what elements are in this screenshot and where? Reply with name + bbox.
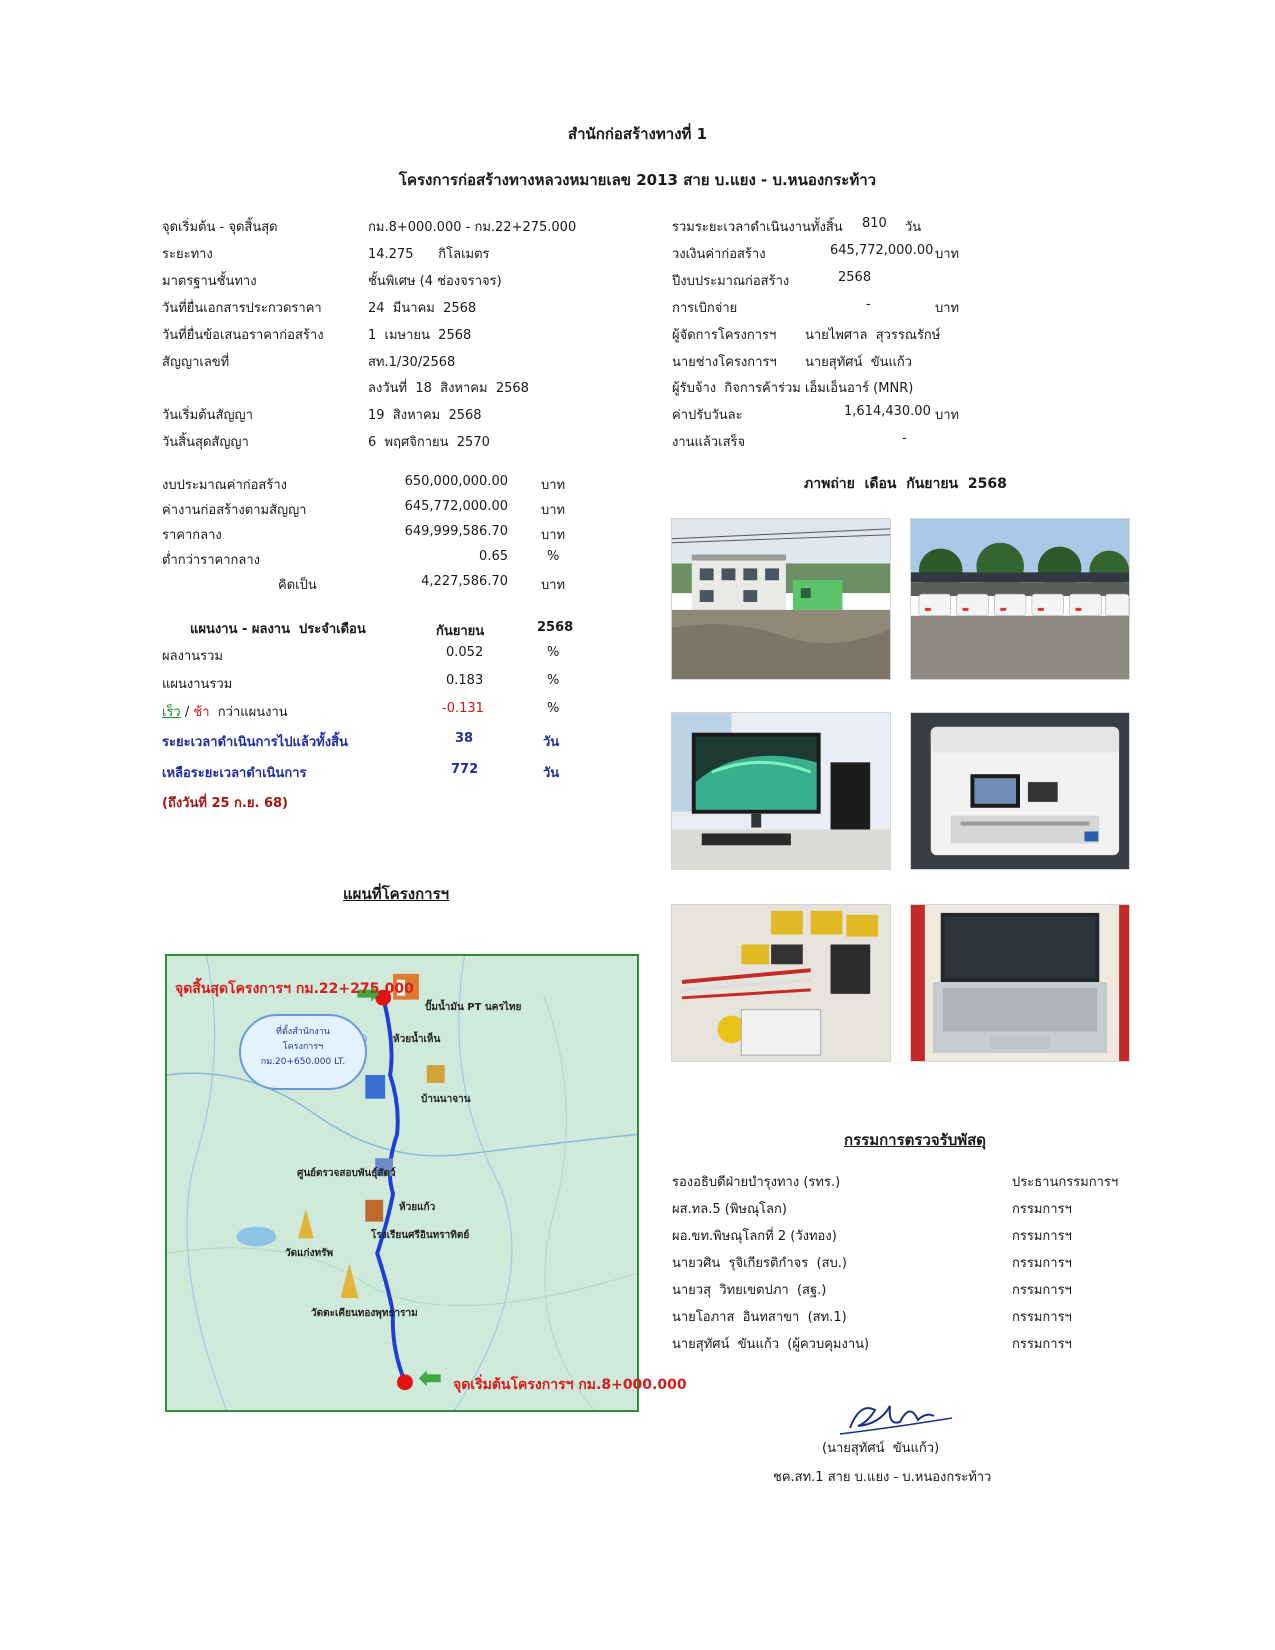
slow-label: ช้า [193,705,210,720]
map-heading: แผนที่โครงการฯ [343,885,450,903]
office-line: ที่ตั้งสำนักงาน [276,1027,330,1037]
info-value: ลงวันที่ 18 สิงหาคม 2568 [368,381,529,396]
budget-label: คิดเป็น [278,578,317,593]
photo-laptop [910,904,1130,1062]
photo-project-vehicles [910,518,1130,680]
plan-row-value: 0.183 [446,673,484,688]
info-value: - [902,431,907,446]
signature-image [830,1392,960,1440]
place-huai-kaeo: ห้วยแก้ว [399,1202,436,1213]
info-label: นายช่างโครงการฯ [672,355,777,370]
project-map [165,954,687,1412]
committee-role: กรรมการฯ [1012,1256,1072,1271]
slash: / [180,705,194,720]
info-value: 6 พฤศจิกายน 2570 [368,435,490,450]
budget-value: 650,000,000.00 [404,474,508,489]
plan-row-unit: % [547,673,560,688]
map-end-label: จุดสิ้นสุดโครงการฯ กม.22+275.000 [175,981,414,997]
remain-unit: วัน [543,766,560,781]
info-label: วงเงินค่าก่อสร้าง [672,247,766,262]
committee-role: กรรมการฯ [1012,1310,1072,1325]
map-start-label: จุดเริ่มต้นโครงการฯ กม.8+000.000 [453,1377,687,1393]
as-of-date: (ถึงวันที่ 25 ก.ย. 68) [162,796,288,811]
plan-diff-unit: % [547,701,560,716]
info-label: วันสิ้นสุดสัญญา [162,435,249,450]
info-value: นายสุทัศน์ ขันแก้ว [805,355,913,370]
plan-diff-value: -0.131 [442,701,484,716]
budget-unit: บาท [541,528,566,543]
budget-unit: บาท [541,578,566,593]
info-label: ระยะทาง [162,247,213,262]
photos-heading: ภาพถ่าย เดือน กันยายน 2568 [804,476,1007,492]
office-line: โครงการฯ [282,1042,324,1052]
info-value: สท.1/30/2568 [368,355,456,370]
place-gas-station: ปั๊มน้ำมัน PT นครไทย [425,1002,522,1013]
committee-member: นายวสุ วิทยเขตปภา (สฐ.) [672,1283,827,1298]
info-value: 14.275 กิโลเมตร [368,247,490,262]
info-label: วันที่ยื่นข้อเสนอราคาก่อสร้าง [162,328,324,343]
info-label: การเบิกจ่าย [672,301,738,316]
info-label: งานแล้วเสร็จ [672,435,746,450]
elapsed-value: 38 [455,731,474,746]
info-label: มาตรฐานชั้นทาง [162,274,257,289]
photo-survey-equipment [671,904,891,1062]
fast-label: เร็ว [162,705,181,720]
budget-label: ค่างานก่อสร้างตามสัญญา [162,503,307,518]
info-value: - [866,297,871,312]
photo-computer [671,712,891,870]
info-value: 19 สิงหาคม 2568 [368,408,482,423]
budget-value: 4,227,586.70 [421,574,508,589]
remain-value: 772 [451,762,479,777]
photo-site-office [671,518,891,680]
info-value: กม.8+000.000 - กม.22+275.000 [368,220,577,235]
info-value: 1,614,430.00 [844,404,931,419]
info-label: วันเริ่มต้นสัญญา [162,408,253,423]
committee-member: รองอธิบดีฝ่ายบำรุงทาง (รทร.) [672,1175,841,1190]
info-unit: บาท [935,301,960,316]
map-office-callout [239,1014,367,1090]
contractor-label: ผู้รับจ้าง กิจการค้าร่วม เอ็มเอ็นอาร์ (MNR) [672,381,914,396]
office-line: กม.20+650.000 LT. [260,1057,346,1067]
plan-year: 2568 [537,620,574,635]
photo-printer [910,712,1130,870]
info-label: จุดเริ่มต้น - จุดสิ้นสุด [162,220,278,235]
committee-member: ผส.ทล.5 (พิษณุโลก) [672,1202,787,1217]
budget-label: งบประมาณค่าก่อสร้าง [162,478,287,493]
info-label: ผู้จัดการโครงการฯ [672,328,777,343]
info-label: สัญญาเลขที่ [162,355,230,370]
budget-label: ราคากลาง [162,528,222,543]
budget-value: 0.65 [479,549,508,564]
remain-label: เหลือระยะเวลาดำเนินการ [162,766,307,781]
committee-member: นายโอภาส อินทสาขา (สท.1) [672,1310,847,1325]
committee-role: กรรมการฯ [1012,1202,1072,1217]
committee-member: นายสุทัศน์ ขันแก้ว (ผู้ควบคุมงาน) [672,1337,870,1352]
committee-member: ผอ.ขท.พิษณุโลกที่ 2 (วังทอง) [672,1229,837,1244]
place-wat-kaeng: วัดแก่งทรัพ [285,1248,334,1259]
info-unit: บาท [935,408,960,423]
place-huai-nam-hen: ห้วยน้ำเห็น [393,1034,441,1045]
info-unit: บาท [935,247,960,262]
info-value: นายไพศาล สุวรรณรักษ์ [805,328,941,343]
signer-position: ชค.สท.1 สาย บ.แยง - บ.หนองกระท้าว [773,1470,992,1485]
plan-row-unit: % [547,645,560,660]
budget-label: ต่ำกว่าราคากลาง [162,553,260,568]
info-value: 1 เมษายน 2568 [368,328,472,343]
info-value: 24 มีนาคม 2568 [368,301,477,316]
signer-name: (นายสุทัศน์ ขันแก้ว) [822,1441,940,1456]
committee-role: กรรมการฯ [1012,1283,1072,1298]
info-value: 2568 [838,270,872,285]
info-unit: วัน [905,220,922,235]
budget-value: 649,999,586.70 [404,524,508,539]
info-value: 810 [862,216,887,231]
place-wat-takhian-thong: วัดตะเคียนทองพุทธาราม [311,1308,418,1319]
info-label: วันที่ยื่นเอกสารประกวดราคา [162,301,322,316]
info-value: ชั้นพิเศษ (4 ช่องจราจร) [368,274,502,289]
plan-row-label: แผนงานรวม [162,677,233,692]
committee-heading: กรรมการตรวจรับพัสดุ [844,1131,987,1149]
committee-role: กรรมการฯ [1012,1229,1072,1244]
elapsed-unit: วัน [543,735,560,750]
office-title: สำนักก่อสร้างทางที่ 1 [567,125,708,143]
place-livestock-center: ศูนย์ตรวจสอบพันธุ์สัตว์ [297,1168,396,1179]
budget-unit: % [547,549,560,564]
committee-member: นายวศิน รุจิเกียรติกำจร (สบ.) [672,1256,847,1271]
info-label: รวมระยะเวลาดำเนินงานทั้งสิ้น [672,220,843,235]
place-ban-na-chan: บ้านนาจาน [421,1094,471,1105]
plan-row-value: 0.052 [446,645,484,660]
plan-month: กันยายน [436,624,485,639]
place-school: โรงเรียนศรีอินทราทิตย์ [371,1230,470,1241]
info-label: ค่าปรับวันละ [672,408,743,423]
plan-row-label: ผลงานรวม [162,649,223,664]
budget-value: 645,772,000.00 [404,499,508,514]
budget-unit: บาท [541,503,566,518]
plan-heading: แผนงาน - ผลงาน ประจำเดือน [190,622,366,637]
project-title: โครงการก่อสร้างทางหลวงหมายเลข 2013 สาย บ.แยง - บ.หนองกระท้าว [398,171,877,189]
budget-unit: บาท [541,478,566,493]
plan-compare-row [162,701,288,722]
committee-role: ประธานกรรมการฯ [1012,1175,1119,1190]
info-value: 645,772,000.00 [830,243,934,258]
info-label: ปีงบประมาณก่อสร้าง [672,274,790,289]
committee-role: กรรมการฯ [1012,1337,1072,1352]
compare-label: กว่าแผนงาน [209,705,288,720]
elapsed-label: ระยะเวลาดำเนินการไปแล้วทั้งสิ้น [162,735,348,750]
